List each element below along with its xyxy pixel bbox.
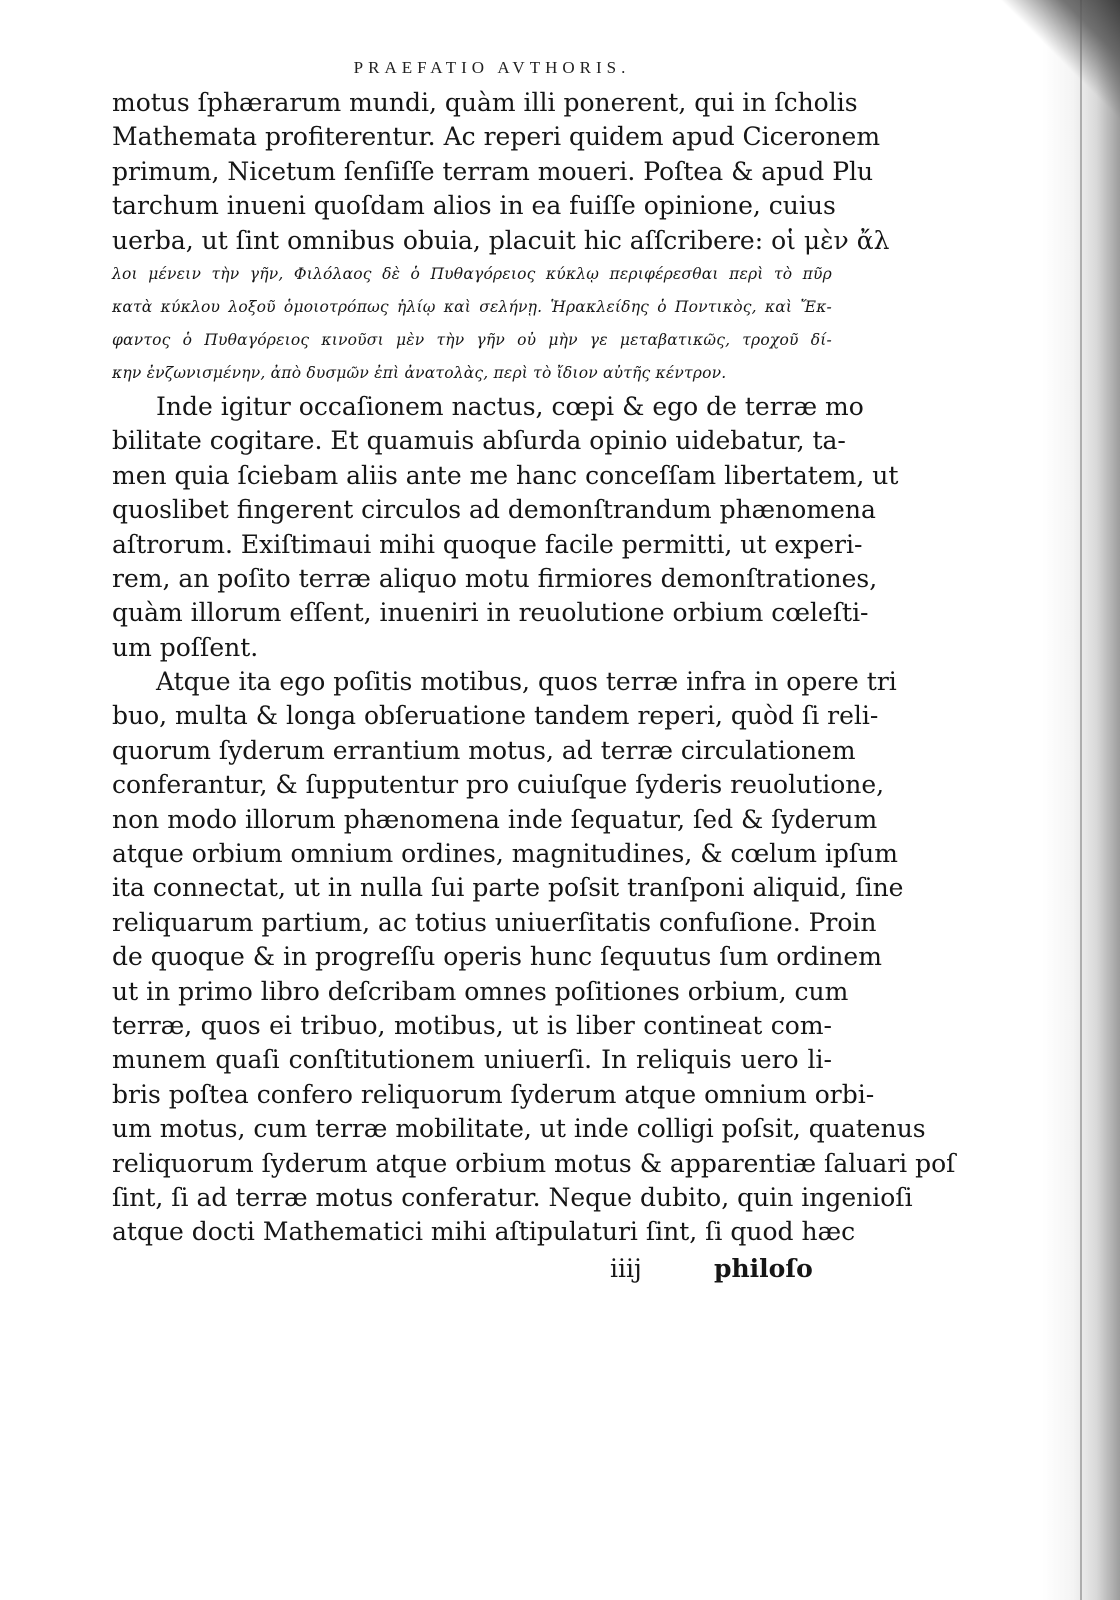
greek-quote-line: κατὰ κύκλου λοξοῦ ὁμοιοτρόπως ἡλίῳ καὶ σελήνῃ. Ἡρακλείδης ὁ Ποντικὸς, καὶ Ἔκ- (112, 297, 832, 316)
text-line: bris poſtea confero reliquorum ſyderum atque omnium orbi- (112, 1079, 875, 1109)
text-line: um motus, cum terræ mobilitate, ut inde colligi poſsit, quatenus (112, 1114, 926, 1144)
page-footer (112, 1250, 832, 1288)
text-line: ſint, ſi ad terræ motus conferatur. Neque dubito, quin ingenioſi (112, 1182, 913, 1212)
text-line: Inde igitur occaſionem nactus, cœpi & ego de terræ mo (156, 391, 864, 421)
text-line: aſtrorum. Exiſtimaui mihi quoque facile permitti, ut experi- (112, 529, 863, 559)
text-line: quàm illorum eſſent, inueniri in reuolutione orbium cœleſti- (112, 598, 869, 628)
text-line: um poſſent. (112, 632, 259, 662)
page-fold-line (1080, 0, 1082, 1600)
text-line: motus ſphærarum mundi, quàm illi ponerent, qui in ſcholis (112, 88, 858, 117)
paragraph (112, 665, 956, 1250)
text-line: buo, multa & longa obſeruatione tandem reperi, quòd ſi reli- (112, 701, 879, 731)
text-line: conferantur, & ſupputentur pro cuiuſque ſyderis reuolutione, (112, 770, 885, 800)
text-line: reliquarum partium, ac totius uniuerſitatis confuſione. Proin (112, 907, 877, 937)
greek-quote-line: λοι μένειν τὴν γῆν, Φιλόλαος δὲ ὁ Πυθαγόρειος κύκλῳ περιφέρεσθαι περὶ τὸ πῦρ (112, 264, 832, 283)
text-line: men quia ſciebam aliis ante me hanc conceſſam libertatem, ut (112, 460, 899, 490)
text-line: ita connectat, ut in nulla ſui parte poſsit tranſponi aliquid, ſine (112, 873, 904, 903)
greek-quote-line: κην ἐνζωνισμένην, ἀπὸ δυσμῶν ἐπὶ ἀνατολὰς, περὶ τὸ ἴδιον αὐτῆς κέντρον. (112, 363, 727, 382)
text-line: quorum ſyderum errantium motus, ad terræ circulationem (112, 735, 856, 765)
text-line: munem quaſi conſtitutionem uniuerſi. In reliquis uero li- (112, 1045, 832, 1075)
paragraph (112, 86, 890, 390)
running-head: PRAEFATIO AVTHORIS. (353, 58, 631, 77)
text-line: bilitate cogitare. Et quamuis abſurda opinio uidebatur, ta- (112, 426, 846, 456)
text-line: uerba, ut ſint omnibus obuia, placuit hic aſſcribere: οἱ μὲν ἄλ (112, 225, 890, 255)
text-line: atque docti Mathematici mihi aſtipulaturi ſint, ſi quod hæc (112, 1217, 856, 1247)
text-line: tarchum inueni quoſdam alios in ea fuiſſe opinione, cuius (112, 191, 836, 221)
text-block (112, 86, 956, 1250)
paragraph (112, 390, 899, 665)
catchword: philoſo (714, 1253, 813, 1283)
text-line: terræ, quos ei tribuo, motibus, ut is liber contineat com- (112, 1010, 832, 1040)
text-line: quoslibet fingerent circulos ad demonſtrandum phænomena (112, 495, 876, 525)
text-line: ut in primo libro deſcribam omnes poſitiones orbium, cum (112, 976, 849, 1006)
greek-quote-line: φαντος ὁ Πυθαγόρειος κινοῦσι μὲν τὴν γῆν οὐ μὴν γε μεταβατικῶς, τροχοῦ δί- (112, 330, 832, 349)
text-line: rem, an poſito terræ aliquo motu firmiores demonſtrationes, (112, 563, 878, 593)
text-line: reliquorum ſyderum atque orbium motus & apparentiæ ſaluari poſ (112, 1148, 956, 1178)
text-line: Atque ita ego poſitis motibus, quos terræ infra in opere tri (156, 667, 897, 697)
text-line: de quoque & in progreſſu operis hunc ſequutus ſum ordinem (112, 942, 882, 972)
text-line: atque orbium omnium ordines, magnitudines, & cœlum ipſum (112, 839, 898, 869)
page-body (112, 58, 956, 1288)
text-line: Mathemata profiterentur. Ac reperi quidem apud Ciceronem (112, 122, 881, 152)
text-line: non modo illorum phænomena inde ſequatur, ſed & ſyderum (112, 804, 878, 834)
scan-corner-artifact (1000, 0, 1120, 140)
signature-mark: iiij (610, 1253, 642, 1283)
text-line: primum, Nicetum ſenſiſſe terram moueri. Poſtea & apud Plu (112, 156, 874, 186)
